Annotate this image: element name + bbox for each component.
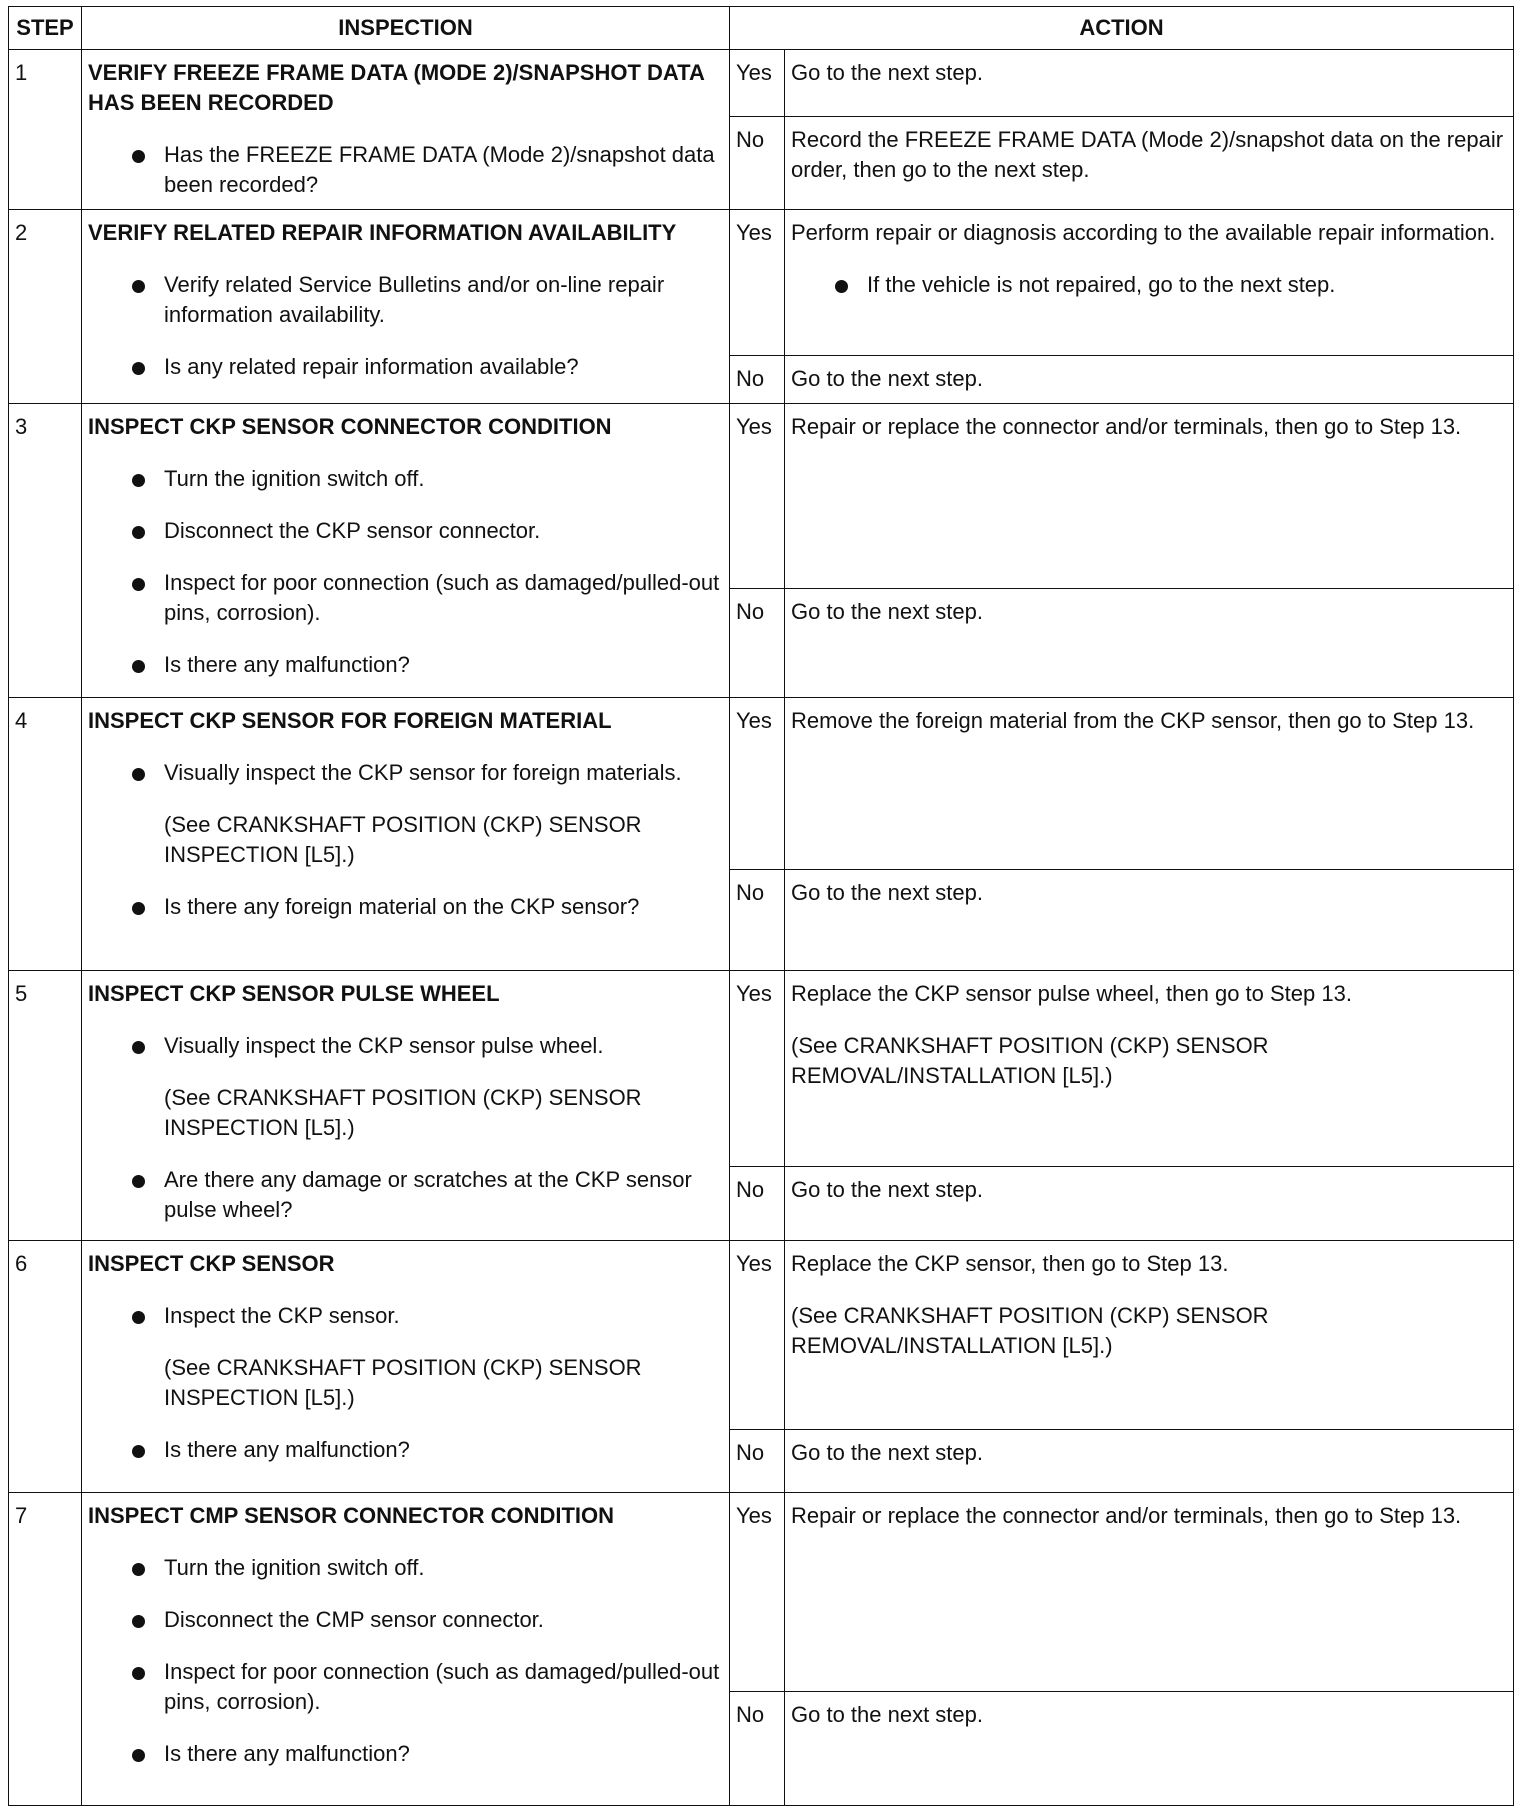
inspection-item: Is any related repair information available? <box>88 352 723 382</box>
table-header-row <box>9 7 1514 50</box>
yes-action: Repair or replace the connector and/or terminals, then go to Step 13. <box>785 1492 1514 1691</box>
inspection-item: Turn the ignition switch off. <box>88 1553 723 1583</box>
yes-action: Repair or replace the connector and/or terminals, then go to Step 13. <box>785 404 1514 589</box>
no-action: Go to the next step. <box>785 1692 1514 1806</box>
table-row <box>9 1241 1514 1430</box>
table-row <box>9 698 1514 870</box>
inspection-item: Disconnect the CKP sensor connector. <box>88 516 723 546</box>
yes-action: Remove the foreign material from the CKP sensor, then go to Step 13. <box>785 698 1514 870</box>
no-label: No <box>730 1167 785 1241</box>
yes-action: Replace the CKP sensor pulse wheel, then go to Step 13. <box>791 980 1352 1006</box>
yes-action-reference-note: (See CRANKSHAFT POSITION (CKP) SENSOR REMOVAL/INSTALLATION [L5].) <box>791 1303 1269 1359</box>
no-label: No <box>730 870 785 971</box>
action-column-header: ACTION <box>730 7 1514 50</box>
yes-action: Replace the CKP sensor, then go to Step 13. <box>791 1251 1229 1277</box>
inspection-title: INSPECT CKP SENSOR CONNECTOR CONDITION <box>88 414 612 440</box>
no-label: No <box>730 1692 785 1806</box>
table-row <box>9 1492 1514 1691</box>
inspection-reference-note: (See CRANKSHAFT POSITION (CKP) SENSOR INSPECTION [L5].) <box>164 812 642 868</box>
inspection-item: Inspect for poor connection (such as damaged/pulled-out pins, corrosion). <box>88 568 723 628</box>
no-action: Go to the next step. <box>785 589 1514 698</box>
inspection-item: Visually inspect the CKP sensor pulse wheel. <box>88 1031 723 1061</box>
step-number: 3 <box>9 404 82 698</box>
no-action: Go to the next step. <box>785 1430 1514 1493</box>
inspection-item: Is there any malfunction? <box>88 1435 723 1465</box>
inspection-cell <box>82 1492 730 1805</box>
inspection-title: INSPECT CKP SENSOR <box>88 1251 335 1277</box>
yes-label: Yes <box>730 404 785 589</box>
yes-action-cell <box>785 210 1514 355</box>
inspection-title: VERIFY FREEZE FRAME DATA (MODE 2)/SNAPSHOT DATA HAS BEEN RECORDED <box>88 60 705 115</box>
inspection-item: Are there any damage or scratches at the CKP sensor pulse wheel? <box>88 1165 723 1225</box>
yes-action-bullet: If the vehicle is not repaired, go to the next step. <box>791 270 1507 300</box>
diagnostic-procedure-table <box>8 6 1514 1806</box>
no-label: No <box>730 355 785 404</box>
step-number: 2 <box>9 210 82 404</box>
inspection-reference-note: (See CRANKSHAFT POSITION (CKP) SENSOR INSPECTION [L5].) <box>164 1084 642 1140</box>
yes-label: Yes <box>730 1241 785 1430</box>
inspection-cell <box>82 698 730 971</box>
inspection-cell <box>82 1241 730 1492</box>
inspection-item: Visually inspect the CKP sensor for foreign materials. <box>88 758 723 788</box>
step-column-header: STEP <box>9 7 82 50</box>
step-number: 7 <box>9 1492 82 1805</box>
inspection-title: INSPECT CKP SENSOR FOR FOREIGN MATERIAL <box>88 708 612 734</box>
step-number: 4 <box>9 698 82 971</box>
inspection-item: Disconnect the CMP sensor connector. <box>88 1605 723 1635</box>
step-number: 6 <box>9 1241 82 1492</box>
table-row <box>9 404 1514 589</box>
yes-label: Yes <box>730 210 785 355</box>
inspection-item: Inspect the CKP sensor. <box>88 1301 723 1331</box>
yes-action: Go to the next step. <box>785 50 1514 117</box>
inspection-item: Is there any foreign material on the CKP sensor? <box>88 892 723 922</box>
no-action: Go to the next step. <box>785 1167 1514 1241</box>
yes-action-reference-note: (See CRANKSHAFT POSITION (CKP) SENSOR REMOVAL/INSTALLATION [L5].) <box>791 1032 1269 1088</box>
inspection-item: Turn the ignition switch off. <box>88 464 723 494</box>
inspection-cell <box>82 970 730 1241</box>
inspection-cell <box>82 210 730 404</box>
no-action: Go to the next step. <box>785 355 1514 404</box>
inspection-title: VERIFY RELATED REPAIR INFORMATION AVAILABILITY <box>88 220 677 246</box>
inspection-column-header: INSPECTION <box>82 7 730 50</box>
inspection-item: Inspect for poor connection (such as damaged/pulled-out pins, corrosion). <box>88 1657 723 1717</box>
no-label: No <box>730 1430 785 1493</box>
no-action: Go to the next step. <box>785 870 1514 971</box>
inspection-cell <box>82 404 730 698</box>
inspection-item: Has the FREEZE FRAME DATA (Mode 2)/snapshot data been recorded? <box>88 140 723 200</box>
yes-action: Perform repair or diagnosis according to the available repair information. <box>791 220 1496 246</box>
no-label: No <box>730 589 785 698</box>
table-row <box>9 970 1514 1166</box>
yes-label: Yes <box>730 970 785 1166</box>
yes-label: Yes <box>730 50 785 117</box>
yes-label: Yes <box>730 698 785 870</box>
inspection-reference-note: (See CRANKSHAFT POSITION (CKP) SENSOR INSPECTION [L5].) <box>164 1355 642 1411</box>
table-row <box>9 50 1514 117</box>
inspection-cell <box>82 50 730 210</box>
inspection-item: Verify related Service Bulletins and/or on-line repair information availability. <box>88 270 723 330</box>
yes-action-cell <box>785 970 1514 1166</box>
inspection-item: Is there any malfunction? <box>88 1739 723 1769</box>
step-number: 5 <box>9 970 82 1241</box>
table-row <box>9 210 1514 355</box>
yes-action-cell <box>785 1241 1514 1430</box>
inspection-title: INSPECT CKP SENSOR PULSE WHEEL <box>88 980 500 1006</box>
inspection-title: INSPECT CMP SENSOR CONNECTOR CONDITION <box>88 1502 615 1528</box>
no-action: Record the FREEZE FRAME DATA (Mode 2)/snapshot data on the repair order, then go to the next step. <box>785 117 1514 210</box>
step-number: 1 <box>9 50 82 210</box>
yes-label: Yes <box>730 1492 785 1691</box>
inspection-item: Is there any malfunction? <box>88 650 723 680</box>
no-label: No <box>730 117 785 210</box>
